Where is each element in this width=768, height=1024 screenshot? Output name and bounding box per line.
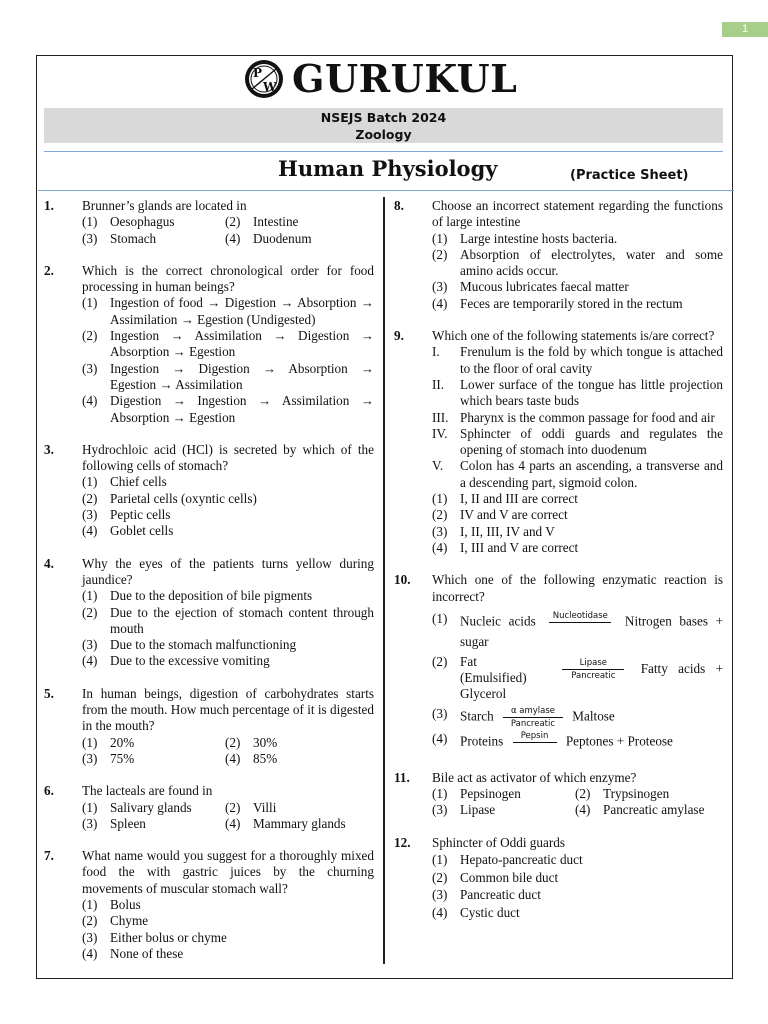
option-text: Mucous lubricates faecal matter xyxy=(460,279,629,295)
option-number: (3) xyxy=(82,637,98,653)
option-text: Due to the excessive vomiting xyxy=(110,653,270,669)
option-text: 75% xyxy=(110,750,135,766)
option-number: (4) xyxy=(225,750,241,766)
option-number: (4) xyxy=(82,653,98,669)
option-text: Absorption of electrolytes, water and some amino acids occur. xyxy=(460,246,723,279)
option-text: Mammary glands xyxy=(253,815,346,831)
option-number: (2) xyxy=(225,734,241,750)
option-number: (1) xyxy=(82,896,98,912)
question-text: Which is the correct chronological order for food processing in human beings? xyxy=(82,262,374,295)
statement-number: II. xyxy=(432,376,445,392)
question-11 xyxy=(394,770,723,819)
option-number: (3) xyxy=(432,279,448,295)
option-number: (4) xyxy=(432,730,448,746)
option-text: Hepato-pancreatic duct xyxy=(460,852,583,868)
reaction-2 xyxy=(432,654,723,702)
column-divider xyxy=(383,197,385,964)
option-number: (3) xyxy=(82,929,98,945)
option-number: (1) xyxy=(82,474,98,490)
left-column xyxy=(44,198,374,962)
option-text: Pancreatic duct xyxy=(460,887,541,903)
question-text: Sphincter of Oddi guards xyxy=(432,834,565,850)
question-text: The lacteals are found in xyxy=(82,783,213,799)
question-number: 11. xyxy=(394,769,410,785)
question-number: 4. xyxy=(44,555,54,571)
question-number: 10. xyxy=(394,572,411,588)
question-number: 12. xyxy=(394,834,411,850)
right-column xyxy=(394,198,723,921)
reaction-product: Maltose xyxy=(572,708,615,724)
option-text: 20% xyxy=(110,734,135,750)
reaction-substrate: Fat (Emulsified) xyxy=(460,653,527,685)
question-number: 5. xyxy=(44,685,54,701)
pw-logo-icon xyxy=(242,58,286,100)
option-text: Ingestion → Digestion → Absorption → Egestion → Assimilation xyxy=(110,360,374,392)
option-number: (1) xyxy=(82,799,98,815)
question-text: Brunner’s glands are located in xyxy=(82,198,247,213)
question-8 xyxy=(394,198,723,312)
option-text: Digestion → Ingestion → Assimilation → Absorption → Egestion xyxy=(110,393,374,425)
option-text: Cystic duct xyxy=(460,904,520,920)
option-number: (1) xyxy=(432,786,448,802)
reaction-enzyme: Pepsin xyxy=(520,730,549,741)
question-number: 2. xyxy=(44,262,54,278)
banner-batch: NSEJS Batch 2024 xyxy=(320,110,447,125)
header-rule xyxy=(44,151,723,152)
question-6 xyxy=(44,783,374,832)
option-text: Pancreatic amylase xyxy=(603,802,705,818)
option-text: Spleen xyxy=(110,815,146,831)
option-text: Chief cells xyxy=(110,474,167,490)
statement-number: IV. xyxy=(432,425,448,441)
option-text: Either bolus or chyme xyxy=(110,929,227,945)
reaction-enzyme: α amylase xyxy=(510,705,556,716)
statement-number: I. xyxy=(432,344,440,360)
option-number: (4) xyxy=(82,523,98,539)
question-text: In human beings, digestion of carbohydrates starts from the mouth. How much percentage of it is digested in the mouth? xyxy=(82,685,374,734)
option-number: (3) xyxy=(82,230,98,246)
option-number: (1) xyxy=(432,230,448,246)
option-text: Parietal cells (oxyntic cells) xyxy=(110,490,257,506)
statement-text: Lower surface of the tongue has little projection which bears taste buds xyxy=(460,376,723,409)
option-number: (2) xyxy=(432,869,448,885)
option-number: (2) xyxy=(225,799,241,815)
reaction-substrate: Nucleic acids xyxy=(460,613,536,629)
question-number: 3. xyxy=(44,441,54,457)
option-text: None of these xyxy=(110,945,184,961)
question-text: Hydrochloic acid (HCl) is secreted by which of the following cells of stomach? xyxy=(82,441,374,474)
option-number: (1) xyxy=(82,588,98,604)
option-text: Villi xyxy=(253,799,277,815)
option-text: IV and V are correct xyxy=(460,507,568,523)
statement-text: Colon has 4 parts an ascending, a transverse and a descending part, sigmoid colon. xyxy=(460,458,723,490)
option-text: Large intestine hosts bacteria. xyxy=(460,230,618,246)
reaction-1 xyxy=(432,611,723,650)
option-text: Salivary glands xyxy=(110,799,192,815)
option-number: (2) xyxy=(82,604,98,620)
title-rule xyxy=(38,190,734,191)
statement-text: Sphincter of oddi guards and regulates the opening of stomach into duodenum xyxy=(460,425,723,458)
question-10 xyxy=(394,572,723,754)
svg-text:W: W xyxy=(263,80,277,94)
option-number: (3) xyxy=(432,523,448,539)
statement-text: Pharynx is the common passage for food and air xyxy=(460,409,715,425)
reaction-enzyme: Nucleotidase xyxy=(552,610,608,621)
option-number: (1) xyxy=(432,610,448,626)
reaction-substrate: Starch xyxy=(460,708,494,724)
option-text: Stomach xyxy=(110,230,157,246)
question-number: 8. xyxy=(394,198,404,213)
reaction-product: Peptones + Proteose xyxy=(565,733,673,749)
question-text: Choose an incorrect statement regarding the functions of large intestine xyxy=(432,198,723,230)
question-text: Why the eyes of the patients turns yellow during jaundice? xyxy=(82,555,374,587)
reaction-product: Nitrogen bases + sugar xyxy=(460,613,724,649)
header-banner xyxy=(44,108,723,143)
page-number: 1 xyxy=(722,22,768,37)
option-text: Due to the stomach malfunctioning xyxy=(110,637,297,653)
option-number: (3) xyxy=(432,705,448,721)
question-2 xyxy=(44,263,374,426)
question-text: What name would you suggest for a thoroughly mixed food the with gastric juices by the churning movements of muscular stomach wall? xyxy=(82,848,374,896)
option-text: Lipase xyxy=(460,802,496,818)
option-number: (4) xyxy=(225,230,241,246)
page-title: Human Physiology xyxy=(278,156,498,181)
option-number: (3) xyxy=(432,887,448,903)
option-text: Trypsinogen xyxy=(603,786,670,802)
statement-text: Frenulum is the fold by which tongue is attached to the floor of oral cavity xyxy=(460,344,723,376)
option-number: (2) xyxy=(82,328,98,344)
option-number: (4) xyxy=(432,539,448,555)
question-number: 7. xyxy=(44,848,54,864)
option-number: (3) xyxy=(82,360,98,376)
option-number: (4) xyxy=(82,945,98,961)
reaction-arrow xyxy=(503,706,563,729)
option-number: (3) xyxy=(82,750,98,766)
option-text: Duodenum xyxy=(253,230,312,246)
option-text: Intestine xyxy=(253,214,299,230)
option-text: Oesophagus xyxy=(110,214,175,230)
question-4 xyxy=(44,556,374,670)
option-text: I, II, III, IV and V xyxy=(460,523,555,539)
option-number: (2) xyxy=(432,246,448,262)
option-number: (3) xyxy=(82,507,98,523)
option-number: (1) xyxy=(432,491,448,507)
option-number: (3) xyxy=(82,815,98,831)
reaction-arrow xyxy=(562,658,624,681)
option-number: (2) xyxy=(432,507,448,523)
reaction-product: Fatty acids + Glycerol xyxy=(460,660,724,701)
question-9 xyxy=(394,328,723,556)
reaction-arrow xyxy=(549,611,611,634)
option-number: (3) xyxy=(432,802,448,818)
reaction-4 xyxy=(432,731,723,754)
reaction-enzyme: Lipase xyxy=(579,658,608,669)
option-text: Due to the deposition of bile pigments xyxy=(110,588,313,604)
question-number: 9. xyxy=(394,328,404,344)
reaction-enzyme-source: Pancreatic xyxy=(510,718,556,729)
question-number: 1. xyxy=(44,198,54,213)
option-text: Pepsinogen xyxy=(460,786,521,802)
option-text: Bolus xyxy=(110,896,141,912)
option-text: Peptic cells xyxy=(110,507,171,523)
option-number: (4) xyxy=(432,295,448,311)
reaction-substrate: Proteins xyxy=(460,733,504,749)
question-7 xyxy=(44,848,374,962)
reaction-enzyme-source: Pancreatic xyxy=(571,671,616,682)
option-number: (2) xyxy=(82,913,98,929)
question-text: Bile act as activator of which enzyme? xyxy=(432,769,637,785)
question-5 xyxy=(44,686,374,767)
option-text: 30% xyxy=(253,734,278,750)
brand-name: GURUKUL xyxy=(292,56,518,101)
question-12 xyxy=(394,835,723,921)
option-text: Goblet cells xyxy=(110,523,174,539)
option-number: (4) xyxy=(82,393,98,409)
option-number: (2) xyxy=(82,490,98,506)
option-text: I, II and III are correct xyxy=(460,491,578,507)
option-text: Ingestion of food → Digestion → Absorption → Assimilation → Egestion (Undigested) xyxy=(110,295,374,327)
brand-logo xyxy=(242,58,517,100)
option-text: 85% xyxy=(253,750,278,766)
reaction-3 xyxy=(432,706,723,729)
option-number: (4) xyxy=(225,815,241,831)
option-number: (4) xyxy=(432,904,448,920)
question-number: 6. xyxy=(44,783,54,799)
option-text: Ingestion → Assimilation → Digestion → Absorption → Egestion xyxy=(110,328,374,360)
svg-text:P: P xyxy=(253,66,263,80)
question-text: Which one of the following enzymatic reaction is incorrect? xyxy=(432,572,723,604)
option-number: (4) xyxy=(575,802,591,818)
option-text: Chyme xyxy=(110,913,149,929)
option-text: Feces are temporarily stored in the rectum xyxy=(460,295,683,311)
statement-number: V. xyxy=(432,458,444,474)
option-number: (1) xyxy=(82,214,98,230)
option-number: (1) xyxy=(82,295,98,311)
option-number: (1) xyxy=(432,852,448,868)
option-number: (2) xyxy=(432,653,448,669)
question-1 xyxy=(44,198,374,247)
banner-subject: Zoology xyxy=(355,127,412,142)
option-text: Common bile duct xyxy=(460,869,559,885)
option-text: Due to the ejection of stomach content through mouth xyxy=(110,604,374,636)
option-number: (1) xyxy=(82,734,98,750)
question-3 xyxy=(44,442,374,540)
option-text: I, III and V are correct xyxy=(460,539,579,555)
option-number: (2) xyxy=(225,214,241,230)
statement-number: III. xyxy=(432,409,449,425)
page-subtitle: (Practice Sheet) xyxy=(570,168,689,183)
question-text: Which one of the following statements is/are correct? xyxy=(432,328,715,344)
option-number: (2) xyxy=(575,786,591,802)
reaction-arrow xyxy=(513,731,557,754)
